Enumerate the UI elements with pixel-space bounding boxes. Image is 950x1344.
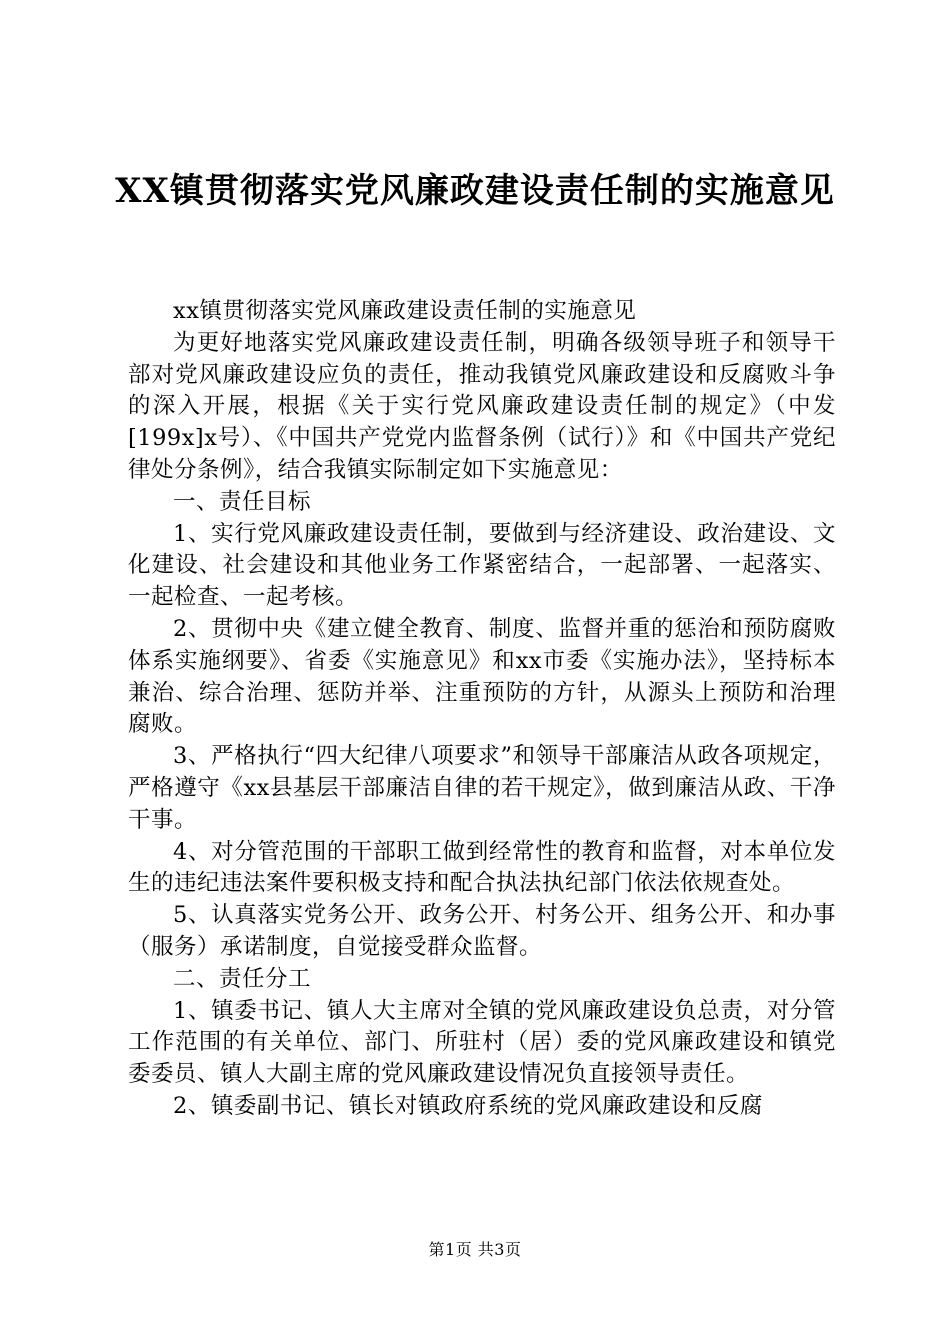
body-paragraph: 3、严格执行“四大纪律八项要求”和领导干部廉洁从政各项规定，严格遵守《xx县基层干部廉洁自律的若干规定》，做到廉洁从政、干净干事。 (128, 743, 836, 833)
document-body (128, 296, 836, 1123)
body-paragraph: 5、认真落实党务公开、政务公开、村务公开、组务公开、和办事（服务）承诺制度，自觉接受群众监督。 (128, 902, 836, 960)
body-paragraph: 为更好地落实党风廉政建设责任制，明确各级领导班子和领导干部对党风廉政建设应负的责任，推动我镇党风廉政建设和反腐败斗争的深入开展，根据《关于实行党风廉政建设责任制的规定》（中发[199x]x号）、《中国共产党党内监督条例（试行）》和《中国共产党纪律处分条例》，结合我镇实际制定如下实施意见： (128, 329, 836, 483)
body-paragraph: 1、实行党风廉政建设责任制，要做到与经济建设、政治建设、文化建设、社会建设和其他业务工作紧密结合，一起部署、一起落实、一起检查、一起考核。 (128, 520, 836, 611)
section-heading: 一、责任目标 (173, 488, 312, 515)
body-paragraph: 1、镇委书记、镇人大主席对全镇的党风廉政建设负总责，对分管工作范围的有关单位、部门、所驻村（居）委的党风廉政建设和镇党委委员、镇人大副主席的党风廉政建设情况负直接领导责任。 (128, 997, 836, 1088)
body-paragraph: 2、贯彻中央《建立健全教育、制度、监督并重的惩治和预防腐败体系实施纲要》、省委《实施意见》和xx市委《实施办法》，坚持标本兼治、综合治理、惩防并举、注重预防的方针，从源头上预防和治理腐败。 (128, 615, 836, 738)
body-paragraph: 4、对分管范围的干部职工做到经常性的教育和监督，对本单位发生的违纪违法案件要积极支持和配合执法执纪部门依法依规查处。 (128, 838, 836, 897)
page-footer: 第1页 共3页 (428, 1240, 522, 1259)
section-heading: 二、责任分工 (173, 965, 312, 992)
body-paragraph: 2、镇委副书记、镇长对镇政府系统的党风廉政建设和反腐 (173, 1092, 763, 1119)
document-title: XX镇贯彻落实党风廉政建设责任制的实施意见 (115, 171, 835, 211)
body-paragraph: xx镇贯彻落实党风廉政建设责任制的实施意见 (173, 298, 637, 324)
